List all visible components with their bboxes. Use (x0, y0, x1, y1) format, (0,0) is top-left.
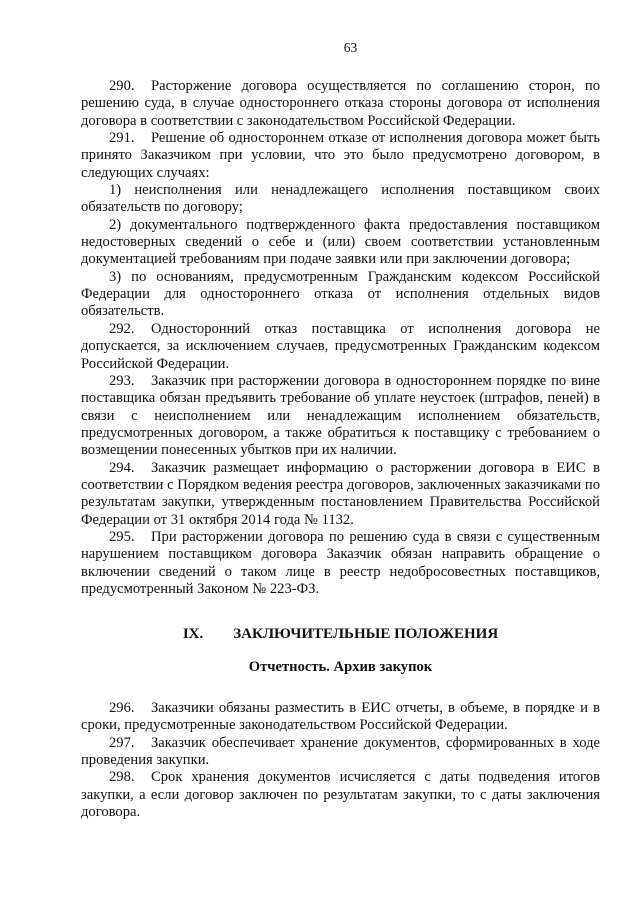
paragraph-text: Заказчик при расторжении договора в одностороннем порядке по вине поставщика обязан предъявить требование об уплате неустоек (штрафов, пеней) в связи с неисполнением или ненадлежащим исполнением обязательств, предусмотренных договором, а также обратиться к поставщику с требованием о возмещении понесенных убытков при их наличии. (81, 372, 600, 459)
paragraph-296 (81, 700, 600, 735)
paragraph-text: Заказчики обязаны разместить в ЕИС отчеты, в объеме, в порядке и в сроки, предусмотренные законодательством Российской Федерации. (81, 700, 600, 734)
paragraph-290 (81, 78, 600, 130)
paragraph-number: 292. (109, 320, 135, 337)
paragraph-number: 298. (109, 769, 135, 786)
paragraph-295 (81, 529, 600, 598)
section-title: ЗАКЛЮЧИТЕЛЬНЫЕ ПОЛОЖЕНИЯ (233, 626, 499, 643)
paragraph-text: При расторжении договора по решению суда в связи с существенным нарушением поставщиком договора Заказчик обязан направить обращение о включении сведений о таком лице в реестр недобросовестных поставщиков, предусмотренный Законом № 223-ФЗ. (81, 528, 600, 597)
paragraph-text: Решение об одностороннем отказе от исполнения договора может быть принято Заказчиком при условии, что это было предусмотрено договором, в следующих случаях: (81, 130, 600, 181)
paragraph-text: Срок хранения документов исчисляется с даты подведения итогов закупки, а если договор заключен по результатам закупки, то с даты заключения договора. (81, 769, 600, 821)
paragraph-number: 297. (109, 734, 135, 751)
list-item-3: 3) по основаниям, предусмотренным Гражданским кодексом Российской Федерации для одностороннего отказа от исполнения отдельных видов обязательств. (81, 268, 600, 320)
paragraph-text: Расторжение договора осуществляется по соглашению сторон, по решению суда, в случае одностороннего отказа стороны договора от исполнения договора в соответствии с законодательством Российской Федерации. (81, 78, 600, 129)
paragraph-294 (81, 460, 600, 529)
paragraph-297 (81, 735, 600, 770)
paragraph-293 (81, 373, 600, 460)
paragraph-number: 294. (109, 459, 135, 476)
paragraph-number: 296. (109, 700, 135, 716)
paragraph-291 (81, 130, 600, 182)
section-heading (81, 626, 600, 643)
paragraph-number: 293. (109, 372, 135, 389)
page-number: 63 (343, 40, 358, 55)
paragraph-298 (81, 769, 600, 821)
subsection-heading: Отчетность. Архив закупок (248, 658, 433, 675)
paragraph-text: Односторонний отказ поставщика от исполнения договора не допускается, за исключением случаев, предусмотренных Гражданским кодексом Российской Федерации. (81, 320, 600, 372)
paragraph-text: Заказчик обеспечивает хранение документов, сформированных в ходе проведения закупки. (81, 734, 600, 769)
paragraph-number: 290. (109, 78, 135, 94)
paragraph-text: Заказчик размещает информацию о расторжении договора в ЕИС в соответствии с Порядком ведения реестра договоров, заключенных заказчиками по результатам закупки, утвержденным постановлением Правительства Российской Федерации от 31 октября 2014 года № 1132. (81, 459, 600, 528)
paragraph-292 (81, 321, 600, 373)
list-item-2: 2) документального подтвержденного факта предоставления поставщиком недостоверных сведений о себе и (или) своем соответствии установленным документацией требованиям при подаче заявки или при заключении договора; (81, 216, 600, 268)
list-item-1: 1) неисполнения или ненадлежащего исполнения поставщиком своих обязательств по договору; (81, 182, 600, 216)
document-body (81, 78, 600, 821)
paragraph-number: 295. (109, 528, 135, 545)
section-number: IX. (182, 626, 204, 643)
paragraph-number: 291. (109, 130, 135, 147)
